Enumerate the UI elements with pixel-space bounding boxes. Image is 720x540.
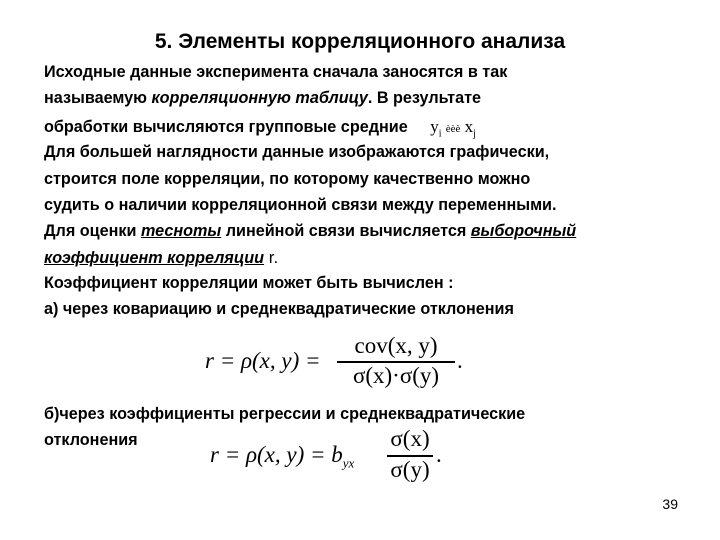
formula-a-denominator: σ(x)·σ(y) xyxy=(352,363,440,388)
formula-a-fraction xyxy=(337,333,455,388)
symbol-x: x xyxy=(464,117,474,136)
formula-regression xyxy=(210,426,470,486)
text-segment: Для оценки xyxy=(44,222,141,240)
group-means-symbol xyxy=(430,117,476,140)
formula-b-fraction xyxy=(387,426,433,486)
term-tightness: тесноты xyxy=(140,222,222,240)
formula-b-denominator: σ(y) xyxy=(390,457,430,482)
symbol-mid: èèè xyxy=(445,123,461,135)
paragraph-line-9: Коэффициент корреляции может быть вычислен : xyxy=(44,274,454,292)
text-segment: . В результате xyxy=(367,89,482,107)
term-correlation-table: корреляционную таблицу xyxy=(151,89,368,107)
paragraph-line-5: строится поле корреляции, по которому качественно можно xyxy=(44,170,531,188)
symbol-sub-i: i xyxy=(438,128,442,140)
paragraph-line-7 xyxy=(44,222,576,241)
formula-b-end: . xyxy=(436,442,442,467)
paragraph-line-3 xyxy=(44,117,476,139)
term-sample: выборочный xyxy=(470,222,577,240)
paragraph-line-1: Исходные данные эксперимента сначала заносятся в так xyxy=(44,63,508,81)
text-segment: обработки вычисляются групповые средние xyxy=(44,118,408,136)
paragraph-line-12: отклонения xyxy=(44,431,138,449)
formula-covariance xyxy=(205,333,475,388)
paragraph-line-6: судить о наличии корреляционной связи между переменными. xyxy=(44,196,557,214)
text-segment: линейной связи вычисляется xyxy=(221,222,471,240)
symbol-y: y xyxy=(430,117,439,136)
term-correlation-coefficient: коэффициент корреляции xyxy=(44,249,265,267)
paragraph-line-8 xyxy=(44,248,278,268)
slide-title: 5. Элементы корреляционного анализа xyxy=(154,30,566,53)
formula-a-numerator: cov(x, y) xyxy=(354,333,438,358)
paragraph-line-2 xyxy=(44,89,481,108)
formula-b-sub: yx xyxy=(342,455,355,471)
formula-b-lhs xyxy=(210,442,354,472)
formula-a-lhs: r = ρ(x, y) = xyxy=(205,348,321,373)
page-number: 39 xyxy=(662,496,678,512)
paragraph-line-11: б)через коэффициенты регрессии и среднеквадратические xyxy=(44,405,526,423)
symbol-sub-j: j xyxy=(473,128,476,140)
paragraph-line-10: а) через ковариацию и среднеквадратические отклонения xyxy=(44,300,514,318)
formula-a-end: . xyxy=(457,348,463,373)
text-segment: r. xyxy=(264,248,279,267)
formula-b-lhs-text: r = ρ(x, y) = b xyxy=(210,442,343,467)
text-segment: называемую xyxy=(44,89,152,107)
formula-b-numerator: σ(x) xyxy=(390,426,430,451)
paragraph-line-4: Для большей наглядности данные изображаются графически, xyxy=(44,143,550,161)
